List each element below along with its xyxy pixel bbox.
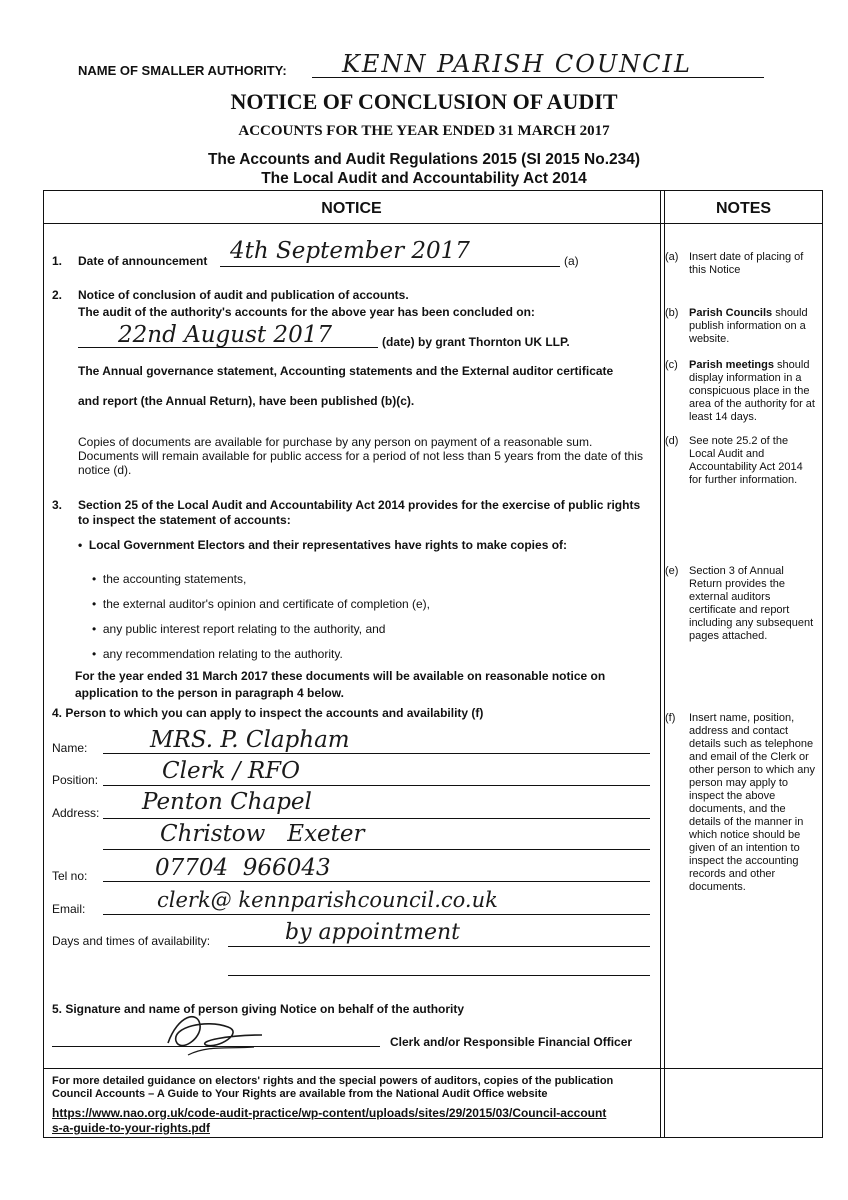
list-item-text: the accounting statements, — [102, 572, 247, 586]
bullet-icon: • — [92, 622, 103, 636]
bullet-icon: • — [92, 647, 103, 661]
column-divider — [660, 190, 661, 1138]
item3-heading: Section 25 of the Local Audit and Accountability Act 2014 provides for the exercise of public rights to inspect the statement of accounts: — [78, 498, 641, 527]
contact-email-value: clerk@ kennparishcouncil.co.uk — [157, 888, 498, 912]
item1-number: 1. — [52, 254, 63, 268]
note-ref: (f) — [665, 712, 676, 724]
contact-address-label: Address: — [52, 806, 100, 820]
signature-graphic — [158, 1005, 278, 1065]
authority-name: KENN PARISH COUNCIL — [342, 50, 692, 78]
contact-address-underline-2 — [103, 849, 650, 850]
contact-tel-underline — [103, 881, 650, 882]
footer-row-divider — [43, 1068, 823, 1069]
contact-position-underline — [103, 785, 650, 786]
signature-underline — [52, 1046, 380, 1047]
page-title: NOTICE OF CONCLUSION OF AUDIT — [230, 89, 618, 114]
note-text: should display information in a conspicuous place in the area of the authority for at least 14 days. — [689, 359, 815, 423]
audit-date-underline — [78, 347, 378, 348]
authority-underline — [312, 77, 764, 78]
contact-name-label: Name: — [52, 741, 88, 755]
published-line-2: and report (the Annual Return), have been published (b)(c). — [78, 394, 415, 408]
announcement-date-value: 4th September 2017 — [230, 238, 470, 264]
notice-column-header: NOTICE — [321, 200, 382, 217]
announcement-date-ref: (a) — [564, 254, 579, 268]
announcement-date-underline — [220, 266, 560, 267]
contact-address-line1: Penton Chapel — [142, 789, 312, 815]
note-body — [689, 307, 817, 346]
note-strong: Parish Councils — [689, 307, 773, 319]
electors-rights-bullet — [78, 538, 567, 552]
availability-paragraph: For the year ended 31 March 2017 these documents will be available on reasonable notice on application to the person in paragraph 4 below. — [75, 669, 606, 700]
guidance-text: For more detailed guidance on electors' rights and the special powers of auditors, copies of the publication Council Accounts – A Guide to Your Rights are available from the National Audit Office website — [52, 1075, 614, 1100]
list-item — [92, 622, 385, 636]
auditor-line: (date) by grant Thornton UK LLP. — [382, 335, 570, 349]
list-item-text: any public interest report relating to the authority, and — [102, 622, 386, 636]
bullet-icon: • — [92, 572, 103, 586]
note-strong: Parish meetings — [689, 359, 774, 371]
electors-rights-text: Local Government Electors and their representatives have rights to make copies of: — [88, 538, 568, 552]
contact-position-value: Clerk / RFO — [162, 758, 300, 784]
contact-tel-label: Tel no: — [52, 869, 88, 883]
item2-heading: Notice of conclusion of audit and publication of accounts. — [78, 288, 409, 302]
note-text: Insert name, position, address and contact details such as telephone and email of the Clerk or other person to which any person may apply to inspect the above documents, and the details of the manner in which notice should be given of an intention to inspect the accounting records and other documents. — [689, 712, 815, 893]
item3-number: 3. — [52, 498, 63, 512]
contact-address-underline-1 — [103, 818, 650, 819]
note-text: should publish information on a website. — [689, 307, 808, 345]
contact-name-value: MRS. P. Clapham — [150, 727, 350, 753]
availability-underline-1 — [228, 946, 650, 947]
availability-underline-2 — [228, 975, 650, 976]
note-ref: (c) — [665, 359, 678, 371]
contact-tel-value: 07704 966043 — [155, 855, 331, 881]
availability-days-label: Days and times of availability: — [52, 934, 211, 948]
announcement-date-label: Date of announcement — [78, 254, 208, 268]
bullet-icon: • — [78, 538, 89, 552]
note-ref: (a) — [665, 251, 679, 263]
audit-conclusion-date: 22nd August 2017 — [118, 322, 332, 348]
note-ref: (e) — [665, 565, 679, 577]
contact-position-label: Position: — [52, 773, 99, 787]
note-body — [689, 359, 817, 424]
item5-heading: 5. Signature and name of person giving Notice on behalf of the authority — [52, 1002, 465, 1016]
contact-address-line2: Christow Exeter — [160, 821, 365, 847]
note-ref: (d) — [665, 435, 679, 447]
page-subtitle: ACCOUNTS FOR THE YEAR ENDED 31 MARCH 2017 — [238, 123, 610, 139]
act-line: The Local Audit and Accountability Act 2014 — [261, 170, 587, 187]
list-item-text: the external auditor's opinion and certificate of completion (e), — [102, 597, 431, 611]
contact-email-underline — [103, 914, 650, 915]
copies-paragraph: Copies of documents are available for purchase by any person on payment of a reasonable sum. Documents will remain available for public access for a period of not less than 5 years from the date of this notice (d). — [78, 435, 643, 477]
published-line-1: The Annual governance statement, Accounting statements and the External auditor certificate — [78, 364, 614, 378]
list-item — [92, 572, 246, 586]
item2-number: 2. — [52, 288, 63, 302]
note-text: See note 25.2 of the Local Audit and Accountability Act 2014 for further information. — [689, 435, 803, 486]
header-row-divider — [43, 223, 823, 224]
note-text: Insert date of placing of this Notice — [689, 251, 804, 276]
note-text: Section 3 of Annual Return provides the external auditors certificate and report including any subsequent pages attached. — [689, 565, 814, 642]
contact-email-label: Email: — [52, 902, 86, 916]
item2-audit-line: The audit of the authority's accounts for the above year has been concluded on: — [78, 305, 535, 319]
guidance-link[interactable]: https://www.nao.org.uk/code-audit-practice/wp-content/uploads/sites/29/2015/03/Council-accounts-a-guide-to-your-rights.pdf — [52, 1106, 607, 1135]
authority-label: NAME OF SMALLER AUTHORITY: — [78, 63, 287, 78]
column-divider-inner — [664, 190, 665, 1138]
item4-heading: 4. Person to which you can apply to inspect the accounts and availability (f) — [52, 706, 484, 720]
list-item — [92, 597, 430, 611]
signatory-role: Clerk and/or Responsible Financial Officer — [390, 1035, 633, 1049]
contact-name-underline — [103, 753, 650, 754]
list-item-text: any recommendation relating to the authority. — [102, 647, 343, 661]
bullet-icon: • — [92, 597, 103, 611]
note-ref: (b) — [665, 307, 679, 319]
notes-column-header: NOTES — [715, 200, 772, 217]
regulations-line: The Accounts and Audit Regulations 2015 (SI 2015 No.234) — [207, 151, 641, 168]
list-item — [92, 647, 343, 661]
availability-days-value: by appointment — [285, 920, 460, 945]
